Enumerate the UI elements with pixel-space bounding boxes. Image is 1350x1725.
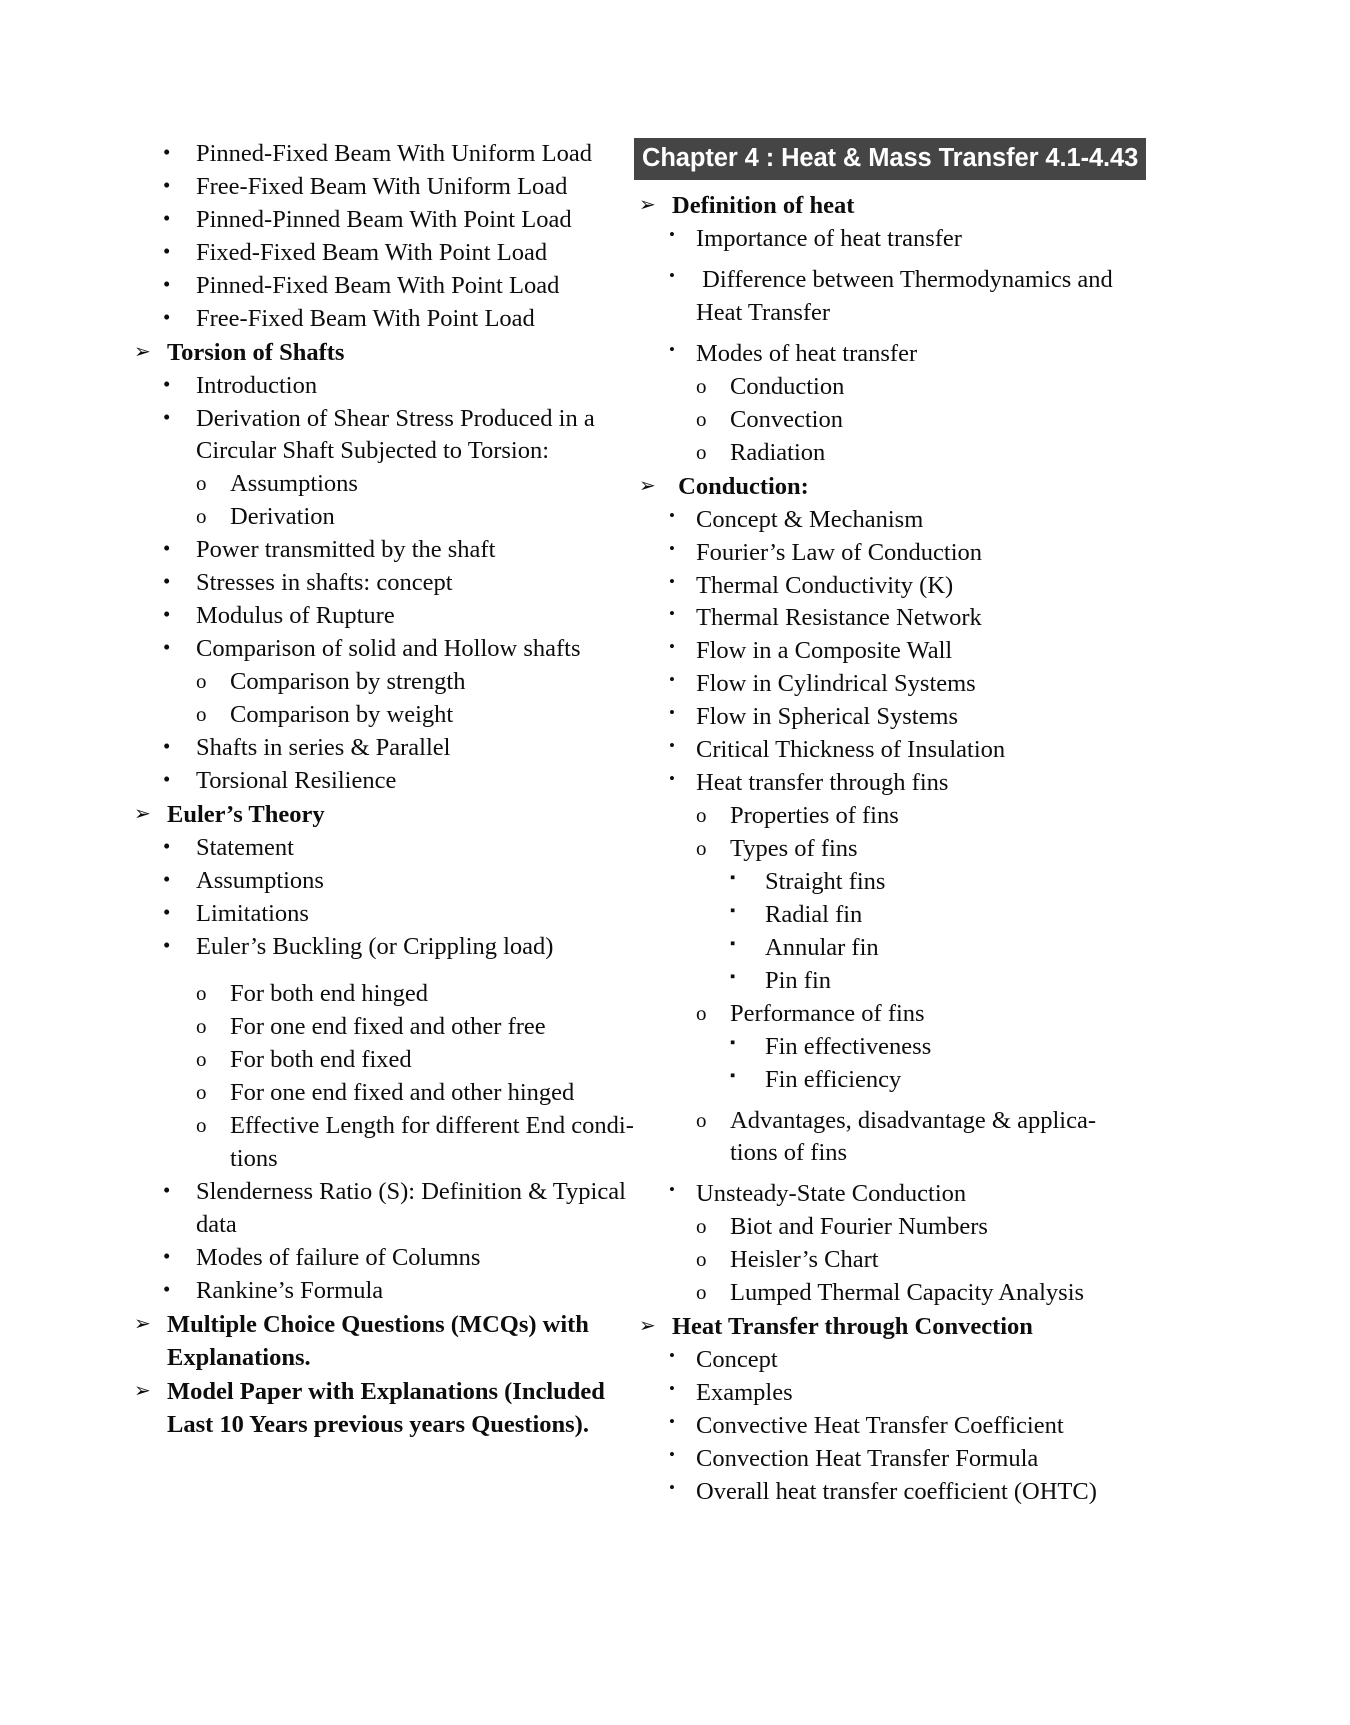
bullet-icon-level-2: • — [669, 1346, 675, 1366]
right-column-list — [638, 190, 1138, 1509]
toc-item-level-2 — [638, 338, 1138, 371]
toc-item-level-1 — [133, 1376, 638, 1442]
bullet-icon-level-3: o — [196, 1080, 207, 1105]
bullet-icon-level-1: ➢ — [134, 1310, 151, 1335]
toc-item-label: Convection Heat Transfer Formula — [696, 1444, 1039, 1472]
bullet-icon-level-3: o — [696, 1247, 707, 1272]
toc-item-label: Overall heat transfer coefficient (OHTC) — [696, 1477, 1097, 1505]
toc-item-label: Flow in Spherical Systems — [696, 703, 959, 731]
toc-item-level-2 — [133, 534, 638, 567]
bullet-icon-level-2: • — [669, 505, 675, 525]
toc-item-level-2 — [638, 504, 1138, 537]
toc-item-label: Assumptions — [196, 866, 324, 894]
toc-item-level-3 — [133, 699, 638, 732]
toc-item-level-4 — [638, 1031, 1138, 1064]
toc-item-label: Slenderness Ratio (S): Definition & Typical data — [196, 1178, 633, 1238]
bullet-icon-level-2: • — [669, 1411, 675, 1431]
bullet-icon-level-1: ➢ — [134, 338, 151, 363]
toc-item-label: Statement — [196, 833, 294, 861]
bullet-icon-level-2: • — [163, 205, 171, 230]
toc-item-label: Conduction — [730, 372, 845, 400]
toc-item-level-3 — [133, 1011, 638, 1044]
toc-item-label: Effective Length for different End condi-tions — [230, 1112, 634, 1173]
bullet-icon-level-1: ➢ — [639, 1313, 656, 1338]
toc-item-label: Properties of fins — [730, 802, 899, 830]
toc-item-label: Advantages, disadvantage & applica-tions of fins — [730, 1106, 1097, 1167]
toc-item-label: For both end hinged — [230, 980, 429, 1008]
toc-item-level-2 — [638, 1178, 1138, 1211]
toc-item-label: Pinned-Fixed Beam With Point Load — [196, 271, 560, 299]
toc-item-level-2 — [133, 237, 638, 270]
toc-item-label: Straight fins — [765, 867, 886, 895]
toc-item-label: Lumped Thermal Capacity Analysis — [730, 1279, 1085, 1307]
toc-item-level-2 — [133, 303, 638, 336]
toc-item-level-3 — [638, 371, 1138, 404]
bullet-icon-level-2: • — [163, 1178, 171, 1203]
toc-item-label: Critical Thickness of Insulation — [696, 736, 1006, 764]
bullet-icon-level-1: ➢ — [639, 192, 656, 217]
toc-item-label: Definition of heat — [672, 192, 855, 220]
toc-item-label: Biot and Fourier Numbers — [730, 1213, 988, 1241]
bullet-icon-level-4: ▪ — [730, 968, 736, 985]
toc-item-level-2 — [133, 403, 638, 469]
toc-item-label: Convection — [730, 405, 843, 433]
toc-item-level-2 — [133, 204, 638, 237]
toc-item-label: Annular fin — [765, 933, 879, 961]
toc-item-level-1 — [638, 1311, 1138, 1344]
toc-item-label: Power transmitted by the shaft — [196, 536, 496, 564]
toc-item-label: Heat Transfer through Convection — [672, 1313, 1033, 1341]
bullet-icon-level-3: o — [196, 1047, 207, 1072]
toc-item-level-2 — [133, 138, 638, 171]
two-column-layout — [0, 138, 1350, 1509]
toc-item-level-2 — [638, 223, 1138, 256]
bullet-icon-level-3: o — [696, 373, 707, 398]
toc-item-label: Free-Fixed Beam With Uniform Load — [196, 172, 568, 200]
bullet-icon-level-2: • — [669, 769, 675, 789]
bullet-icon-level-3: o — [696, 836, 707, 860]
bullet-icon-level-2: • — [669, 538, 675, 558]
bullet-icon-level-3: o — [696, 439, 707, 464]
toc-item-level-1 — [638, 471, 1138, 504]
toc-item-level-3 — [133, 666, 638, 699]
toc-item-level-2 — [638, 635, 1138, 668]
toc-item-level-1 — [133, 799, 638, 832]
bullet-icon-level-2: • — [163, 635, 171, 660]
bullet-icon-level-2: • — [163, 172, 171, 197]
toc-item-level-3 — [638, 1105, 1138, 1171]
bullet-icon-level-2: • — [163, 371, 171, 396]
toc-item-level-3 — [638, 1244, 1138, 1277]
bullet-icon-level-2: • — [163, 932, 171, 957]
toc-item-label: Examples — [696, 1379, 793, 1406]
toc-item-label: Model Paper with Explanations (Included Last 10 Years previous years Questions). — [167, 1377, 612, 1438]
toc-item-level-2 — [133, 765, 638, 798]
toc-item-label: Convective Heat Transfer Coefficient — [696, 1411, 1064, 1439]
toc-item-level-3 — [638, 404, 1138, 437]
toc-item-level-2 — [133, 732, 638, 765]
toc-item-label: Rankine’s Formula — [196, 1276, 384, 1304]
toc-item-label: Radial fin — [765, 900, 863, 928]
bullet-icon-level-3: o — [696, 1214, 707, 1239]
toc-item-level-2 — [638, 668, 1138, 701]
toc-item-level-2 — [133, 832, 638, 865]
toc-item-label: Unsteady-State Conduction — [696, 1180, 967, 1208]
toc-item-level-4 — [638, 965, 1138, 998]
bullet-icon-level-3: o — [196, 1113, 207, 1138]
toc-item-label: Concept — [696, 1346, 778, 1374]
toc-item-label: Importance of heat transfer — [696, 225, 962, 253]
toc-item-label: Shafts in series & Parallel — [196, 733, 451, 761]
toc-item-label: Introduction — [196, 371, 318, 399]
bullet-icon-level-2: • — [163, 833, 171, 858]
toc-item-level-2 — [133, 633, 638, 666]
toc-item-label: Torsional Resilience — [196, 766, 397, 794]
left-column — [133, 138, 638, 1442]
toc-item-label: Thermal Conductivity (K) — [696, 571, 954, 599]
toc-item-label: Comparison by weight — [230, 700, 454, 728]
right-column — [638, 138, 1138, 1509]
bullet-icon-level-4: ▪ — [730, 902, 736, 919]
toc-item-level-3 — [638, 1211, 1138, 1244]
toc-item-label: Heisler’s Chart — [730, 1246, 879, 1274]
toc-item-label: Flow in a Composite Wall — [696, 637, 953, 665]
toc-item-label: Modulus of Rupture — [196, 602, 395, 630]
bullet-icon-level-1: ➢ — [639, 472, 656, 497]
chapter-banner: Chapter 4 : Heat & Mass Transfer 4.1-4.43 — [634, 138, 1146, 180]
toc-item-level-3 — [638, 998, 1138, 1031]
toc-item-level-2 — [638, 570, 1138, 603]
toc-item-level-2 — [638, 264, 1138, 330]
toc-item-level-2 — [133, 1176, 638, 1242]
toc-item-level-2 — [638, 734, 1138, 767]
toc-item-level-2 — [133, 931, 638, 964]
toc-item-level-2 — [638, 1377, 1138, 1410]
bullet-icon-level-2: • — [669, 339, 675, 359]
bullet-icon-level-2: • — [163, 899, 171, 924]
toc-item-label: Comparison of solid and Hollow shafts — [196, 635, 581, 663]
toc-item-level-2 — [133, 1242, 638, 1275]
toc-item-label: Pinned-Pinned Beam With Point Load — [196, 205, 572, 233]
toc-item-level-3 — [133, 1044, 638, 1077]
toc-item-level-2 — [133, 270, 638, 303]
toc-item-level-3 — [133, 978, 638, 1011]
toc-item-label: Torsion of Shafts — [167, 338, 345, 366]
toc-item-label: Pin fin — [765, 966, 832, 994]
bullet-icon-level-2: • — [669, 637, 675, 657]
bullet-icon-level-4: ▪ — [730, 869, 736, 886]
bullet-icon-level-2: • — [669, 1180, 675, 1200]
toc-item-label: Flow in Cylindrical Systems — [696, 670, 976, 698]
toc-item-label: Euler’s Buckling (or Crippling load) — [196, 932, 554, 960]
bullet-icon-level-3: o — [196, 504, 207, 529]
toc-item-label: Heat transfer through fins — [696, 769, 949, 797]
toc-item-label: Assumptions — [230, 470, 358, 498]
bullet-icon-level-2: • — [163, 866, 171, 891]
toc-item-label: Performance of fins — [730, 999, 925, 1027]
bullet-icon-level-2: • — [163, 1276, 171, 1301]
toc-item-label: For both end fixed — [230, 1046, 412, 1074]
bullet-icon-level-2: • — [669, 225, 675, 245]
bullet-icon-level-2: • — [669, 703, 675, 723]
toc-item-label: Derivation of Shear Stress Produced in a Circular Shaft Subjected to Torsion: — [196, 404, 601, 465]
toc-item-level-2 — [638, 1410, 1138, 1443]
bullet-icon-level-1: ➢ — [134, 800, 151, 825]
toc-item-level-2 — [133, 865, 638, 898]
toc-item-level-2 — [133, 171, 638, 204]
toc-item-label: Fin effectiveness — [765, 1032, 932, 1060]
bullet-icon-level-2: • — [163, 271, 171, 296]
toc-item-level-1 — [133, 337, 638, 370]
bullet-icon-level-3: o — [696, 1000, 707, 1025]
toc-item-label: Free-Fixed Beam With Point Load — [196, 304, 535, 332]
toc-item-level-2 — [638, 1443, 1138, 1476]
toc-item-label: Conduction: — [672, 472, 809, 500]
bullet-icon-level-2: • — [163, 766, 171, 791]
toc-item-label: Fixed-Fixed Beam With Point Load — [196, 238, 548, 266]
bullet-icon-level-3: o — [196, 1014, 207, 1039]
bullet-icon-level-2: • — [669, 604, 675, 624]
toc-item-level-2 — [638, 537, 1138, 570]
bullet-icon-level-2: • — [163, 304, 171, 329]
toc-item-label: Fourier’s Law of Conduction — [696, 538, 983, 566]
toc-item-label: For one end fixed and other free — [230, 1013, 546, 1041]
toc-item-level-4 — [638, 899, 1138, 932]
toc-item-level-3 — [638, 437, 1138, 470]
toc-item-level-3 — [133, 1077, 638, 1110]
toc-item-level-3 — [638, 833, 1138, 866]
toc-item-level-2 — [638, 602, 1138, 635]
bullet-icon-level-1: ➢ — [134, 1377, 151, 1402]
bullet-icon-level-2: • — [669, 1477, 675, 1497]
toc-item-label: Multiple Choice Questions (MCQs) with Explanations. — [167, 1310, 596, 1371]
bullet-icon-level-2: • — [669, 670, 675, 690]
toc-item-level-2 — [638, 1344, 1138, 1377]
bullet-icon-level-2: • — [163, 1243, 171, 1268]
bullet-icon-level-3: o — [696, 1280, 707, 1305]
toc-item-level-4 — [638, 866, 1138, 899]
bullet-icon-level-4: ▪ — [730, 1034, 736, 1051]
toc-item-label: Euler’s Theory — [167, 800, 325, 828]
bullet-icon-level-3: o — [696, 406, 707, 431]
toc-item-level-2 — [133, 1275, 638, 1308]
bullet-icon-level-2: • — [163, 536, 171, 561]
toc-item-level-3 — [133, 501, 638, 534]
bullet-icon-level-3: o — [696, 803, 707, 828]
bullet-icon-level-2: • — [163, 733, 171, 758]
bullet-icon-level-3: o — [196, 669, 207, 693]
bullet-icon-level-2: • — [669, 1444, 675, 1464]
toc-item-level-3 — [638, 800, 1138, 833]
toc-item-label: Concept & Mechanism — [696, 505, 924, 533]
bullet-icon-level-2: • — [669, 571, 675, 591]
toc-item-label: For one end fixed and other hinged — [230, 1079, 575, 1107]
bullet-icon-level-2: • — [669, 266, 675, 286]
toc-item-level-2 — [133, 600, 638, 633]
bullet-icon-level-2: • — [669, 736, 675, 756]
toc-item-level-1 — [133, 1309, 638, 1375]
left-column-list — [133, 138, 638, 1442]
toc-item-label: Types of fins — [730, 835, 858, 862]
toc-item-level-3 — [133, 1110, 638, 1176]
toc-item-level-2 — [638, 767, 1138, 800]
toc-item-label: Limitations — [196, 899, 309, 927]
toc-item-label: Fin efficiency — [765, 1065, 902, 1093]
bullet-icon-level-3: o — [196, 981, 207, 1006]
toc-item-level-2 — [133, 898, 638, 931]
toc-item-level-2 — [638, 1476, 1138, 1509]
toc-item-label: Stresses in shafts: concept — [196, 569, 453, 597]
toc-item-label: Difference between Thermodynamics and Heat Transfer — [696, 266, 1119, 326]
toc-item-label: Pinned-Fixed Beam With Uniform Load — [196, 140, 592, 167]
toc-item-level-4 — [638, 932, 1138, 965]
toc-item-level-4 — [638, 1064, 1138, 1097]
toc-item-label: Modes of heat transfer — [696, 339, 918, 367]
toc-item-level-2 — [133, 567, 638, 600]
bullet-icon-level-3: o — [196, 701, 207, 726]
bullet-icon-level-2: • — [669, 1379, 675, 1398]
bullet-icon-level-4: ▪ — [730, 1067, 736, 1084]
bullet-icon-level-3: o — [696, 1107, 707, 1132]
toc-item-level-2 — [133, 370, 638, 403]
toc-item-level-2 — [638, 701, 1138, 734]
toc-item-level-3 — [133, 468, 638, 501]
bullet-icon-level-3: o — [196, 471, 207, 496]
toc-item-label: Thermal Resistance Network — [696, 604, 982, 632]
bullet-icon-level-4: ▪ — [730, 935, 736, 952]
toc-item-level-3 — [638, 1277, 1138, 1310]
toc-item-label: Derivation — [230, 503, 335, 531]
toc-item-label: Radiation — [730, 438, 826, 466]
toc-item-label: Modes of failure of Columns — [196, 1243, 481, 1271]
bullet-icon-level-2: • — [163, 140, 171, 164]
bullet-icon-level-2: • — [163, 569, 171, 594]
toc-item-level-1 — [638, 190, 1138, 223]
bullet-icon-level-2: • — [163, 602, 171, 627]
bullet-icon-level-2: • — [163, 404, 171, 429]
bullet-icon-level-2: • — [163, 238, 171, 263]
toc-item-label: Comparison by strength — [230, 668, 466, 695]
